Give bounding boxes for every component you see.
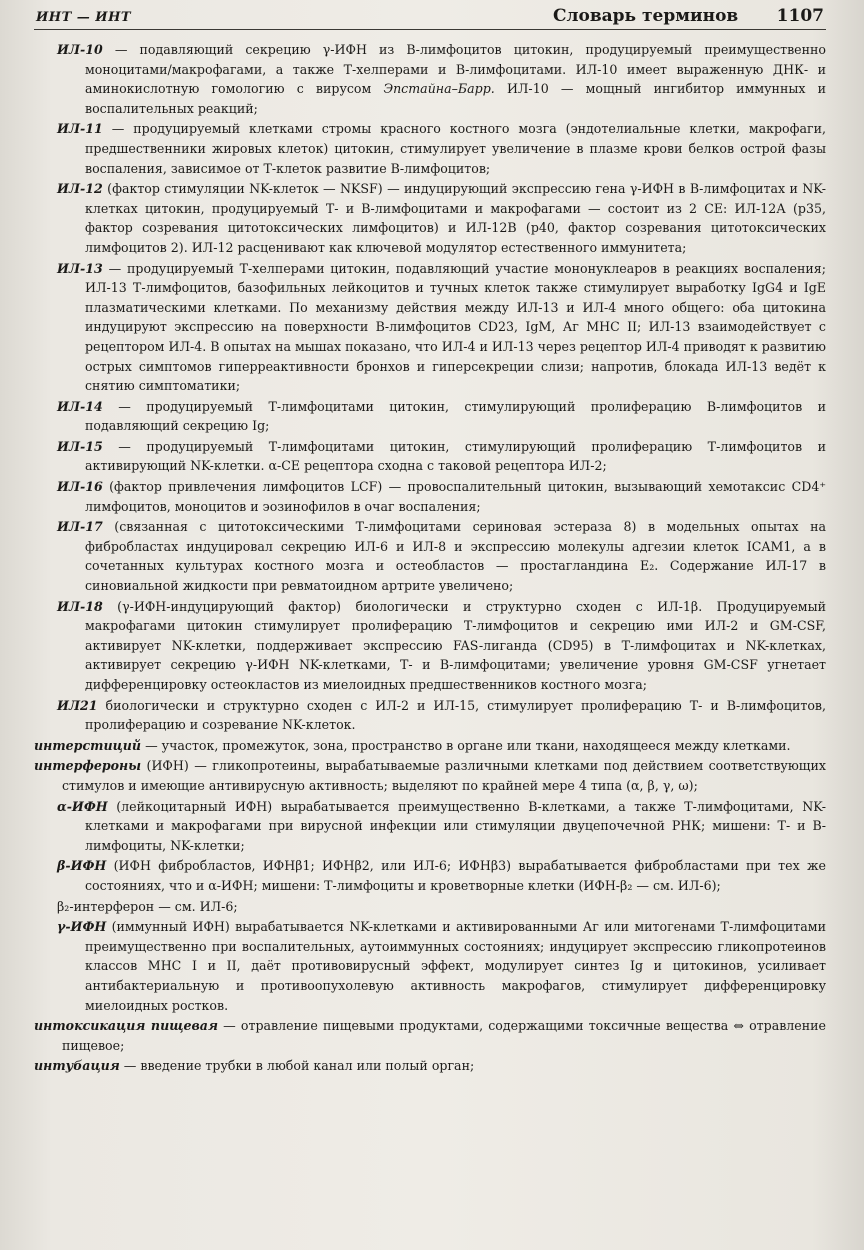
header-title: Словарь терминов: [552, 6, 739, 26]
entry-il-13: ИЛ-13 — продуцируемый Т-хелперами цитокин, подавляющий участие мононуклеаров в реакциях воспаления; ИЛ-13 Т-лимфоцитов, базофильных лейкоцитов и тучных клеток также стимулирует выработку IgG4 и IgE плазматическими клетками. По механизму действия между ИЛ-13 и ИЛ-4 много общего: оба цитокина индуцируют экспрессию на поверхности В-лимфоцитов CD23, IgM, Аг МНС II; ИЛ-13 взаимодействует с рецептором ИЛ-4. В опытах на мышах показано, что ИЛ-4 и ИЛ-13 через рецептор ИЛ-4 приводят к развитию острых симптомов гиперреактивности бронхов и гиперсекреции слизи; напротив, блокада ИЛ-13 ведёт к снятию симптоматики;: [57, 260, 826, 394]
page-number: 1107: [776, 6, 824, 26]
entry-il-17: ИЛ-17 (связанная с цитотоксическими Т-лимфоцитами сериновая эстераза 8) в модельных опытах на фибробластах индуцировал секрецию ИЛ-6 и ИЛ-8 и экспрессию молекулы адгезии клеток ICAM1, а в сочетанных культурах костного мозга и остеобластов — простагландина E₂. Содержание ИЛ-17 в синовиальной жидкости при ревматоидном артрите увеличено;: [57, 519, 826, 594]
entry-interstitium: интерстиций — участок, промежуток, зона, пространство в органе или ткани, находящееся между клетками.: [34, 737, 791, 753]
header-guide-words: ИНТ — ИНТ: [36, 10, 132, 25]
entry-il-16: ИЛ-16 (фактор привлечения лимфоцитов LCF) — провоспалительный цитокин, вызывающий хемотаксис CD4⁺ лимфоцитов, моноцитов и эозинофилов в очаг воспаления;: [57, 479, 826, 514]
entry-il-18: ИЛ-18 (γ-ИФН-индуцирующий фактор) биологически и структурно сходен с ИЛ-1β. Продуцируемый макрофагами цитокин стимулирует пролиферацию Т-лимфоцитов и секрецию ими ИЛ-2 и GM-CSF, активирует NK-клетки, поддерживает экспрессию FAS-лиганда (CD95) в Т-лимфоцитах и NK-клетках, активирует секрецию γ-ИФН NK-клетками, Т- и В-лимфоцитами; увеличение уровня GM-CSF угнетает дифференцировку остеокластов из миелоидных предшественников костного мозга;: [57, 598, 826, 692]
header-rule: [34, 29, 826, 30]
entry-alpha-ifn: α-ИФН (лейкоцитарный ИФН) вырабатывается преимущественно В-клетками, а также Т-лимфоцитами, NK-клетками и макрофагами при вирусной инфекции или стимуляции двуцепочечной РНК; мишени: Т- и В-лимфоциты, NK-клетки;: [57, 798, 826, 853]
entry-il-10: ИЛ-10 — подавляющий секрецию γ-ИФН из В-лимфоцитов цитокин, продуцируемый преимущественно моноцитами/макрофагами, а также Т-хелперами и В-лимфоцитами. ИЛ-10 имеет выраженную ДНК- и аминокислотную гомологию с вирусом Эпстайна–Барр. ИЛ-10 — мощный ингибитор иммунных и воспалительных реакций;: [57, 42, 827, 116]
entry-il-21: ИЛ21 биологически и структурно сходен с ИЛ-2 и ИЛ-15, стимулирует пролиферацию Т- и В-лимфоцитов, пролиферацию и созревание NK-клеток.: [57, 697, 826, 733]
header-right: [553, 6, 824, 26]
entry-beta2-interferon: β₂-интерферон — см. ИЛ-6;: [57, 898, 238, 914]
entry-intubation: интубация — введение трубки в любой канал или полый орган;: [34, 1058, 475, 1074]
entry-beta-ifn: β-ИФН (ИФН фибробластов, ИФНβ1; ИФНβ2, или ИЛ-6; ИФНβ3) вырабатывается фибробластами при тех же состояниях, что и α-ИФН; мишени: Т-лимфоциты и кроветворные клетки (ИФН-β₂ — см. ИЛ-6);: [57, 858, 826, 893]
entry-gamma-ifn: γ-ИФН (иммунный ИФН) вырабатывается NK-клетками и активированными Аг или митогенами Т-лимфоцитами преимущественно при воспалительных, аутоиммунных состояниях; индуцирует экспрессию гликопротеинов классов МНС I и II, даёт противовирусный эффект, модулирует синтез Ig и цитокинов, усиливает антибактериальную и противоопухолевую активность макрофагов, стимулирует дифференцировку миелоидных ростков.: [57, 919, 826, 1013]
entry-il-14: ИЛ-14 — продуцируемый Т-лимфоцитами цитокин, стимулирующий пролиферацию В-лимфоцитов и подавляющий секрецию Ig;: [57, 398, 826, 434]
entry-il-12: ИЛ-12 (фактор стимуляции NK-клеток — NKSF) — индуцирующий экспрессию гена γ-ИФН в В-лимфоцитах и NK-клетках цитокин, продуцируемый Т- и В-лимфоцитами и макрофагами — состоит из 2 СЕ: ИЛ-12А (р35, фактор созревания цитотоксических лимфоцитов) и ИЛ-12В (р40, фактор созревания цитотоксических лимфоцитов 2). ИЛ-12 расценивают как ключевой модулятор естественного иммунитета;: [57, 181, 826, 255]
entry-food-intoxication: интоксикация пищевая — отравление пищевыми продуктами, содержащими токсичные вещества ⇔ отравление пищевое;: [34, 1018, 826, 1053]
page-body: [34, 40, 826, 1250]
entry-il-11: ИЛ-11 — продуцируемый клетками стромы красного костного мозга (эндотелиальные клетки, макрофаги, предшественники жировых клеток) цитокин, стимулирует увеличение в плазме крови белков острой фазы воспаления, зависимое от Т-клеток развитие В-лимфоцитов;: [57, 121, 826, 176]
running-header: [36, 4, 824, 30]
entry-interferons: интерфероны (ИФН) — гликопротеины, вырабатываемые различными клетками под действием соответствующих стимулов и имеющие антивирусную активность; выделяют по крайней мере 4 типа (α, β, γ, ω);: [34, 758, 826, 793]
entry-il-15: ИЛ-15 — продуцируемый Т-лимфоцитами цитокин, стимулирующий пролиферацию Т-лимфоцитов и активирующий NK-клетки. α-СЕ рецептора сходна с таковой рецептора ИЛ-2;: [57, 438, 826, 474]
